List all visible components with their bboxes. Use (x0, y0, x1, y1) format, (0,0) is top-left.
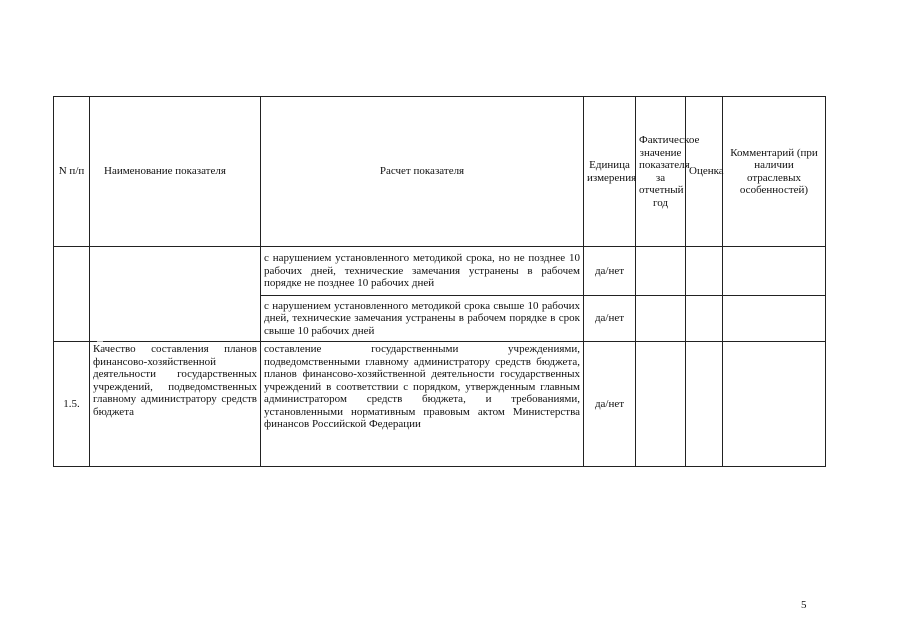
row-name (90, 247, 261, 342)
header-score: Оценка (686, 97, 723, 247)
row-unit: да/нет (584, 296, 636, 342)
row-unit: да/нет (584, 342, 636, 467)
page-number: 5 (801, 599, 807, 611)
row-actual (636, 247, 686, 296)
header-comment: Комментарий (при наличии отраслевых особенностей) (723, 97, 826, 247)
row-score (686, 296, 723, 342)
table-row (54, 247, 826, 296)
table-header-row (54, 97, 826, 247)
header-actual: Фактическое значение показателя за отчетный год (636, 97, 686, 247)
header-name: Наименование показателя (90, 97, 261, 247)
row-actual (636, 296, 686, 342)
row-score (686, 247, 723, 296)
row-num: 1.5. (54, 342, 90, 467)
row-calc: с нарушением установленного методикой срока свыше 10 рабочих дней, технические замечания устранены в рабочем порядке в срок свыше 10 рабочих дней (261, 296, 584, 342)
header-unit: Единица измерения (584, 97, 636, 247)
header-calc: Расчет показателя (261, 97, 584, 247)
row-calc: составление государственными учреждениями, подведомственными главному администратору средств бюджета, планов финансово-хозяйственной деятельности государственных учреждений в соответствии с порядком, утвержденным главным администратором средств бюджета, и требованиями, установленными нормативным правовым актом Министерства финансов Российской Федерации (261, 342, 584, 467)
row-score (686, 342, 723, 467)
row-comment (723, 247, 826, 296)
table-row (54, 342, 826, 467)
row-calc: с нарушением установленного методикой срока, но не позднее 10 рабочих дней, технические замечания устранены в рабочем порядке не позднее 10 рабочих дней (261, 247, 584, 296)
row-unit: да/нет (584, 247, 636, 296)
row-name: Качество составления планов финансово-хозяйственной деятельности государственных учреждений, подведомственных главному администратору средств бюджета (90, 342, 261, 467)
scan-mark (97, 341, 103, 342)
row-num (54, 247, 90, 342)
indicator-table (53, 96, 826, 467)
row-comment (723, 296, 826, 342)
row-actual (636, 342, 686, 467)
row-comment (723, 342, 826, 467)
header-num: N п/п (54, 97, 90, 247)
